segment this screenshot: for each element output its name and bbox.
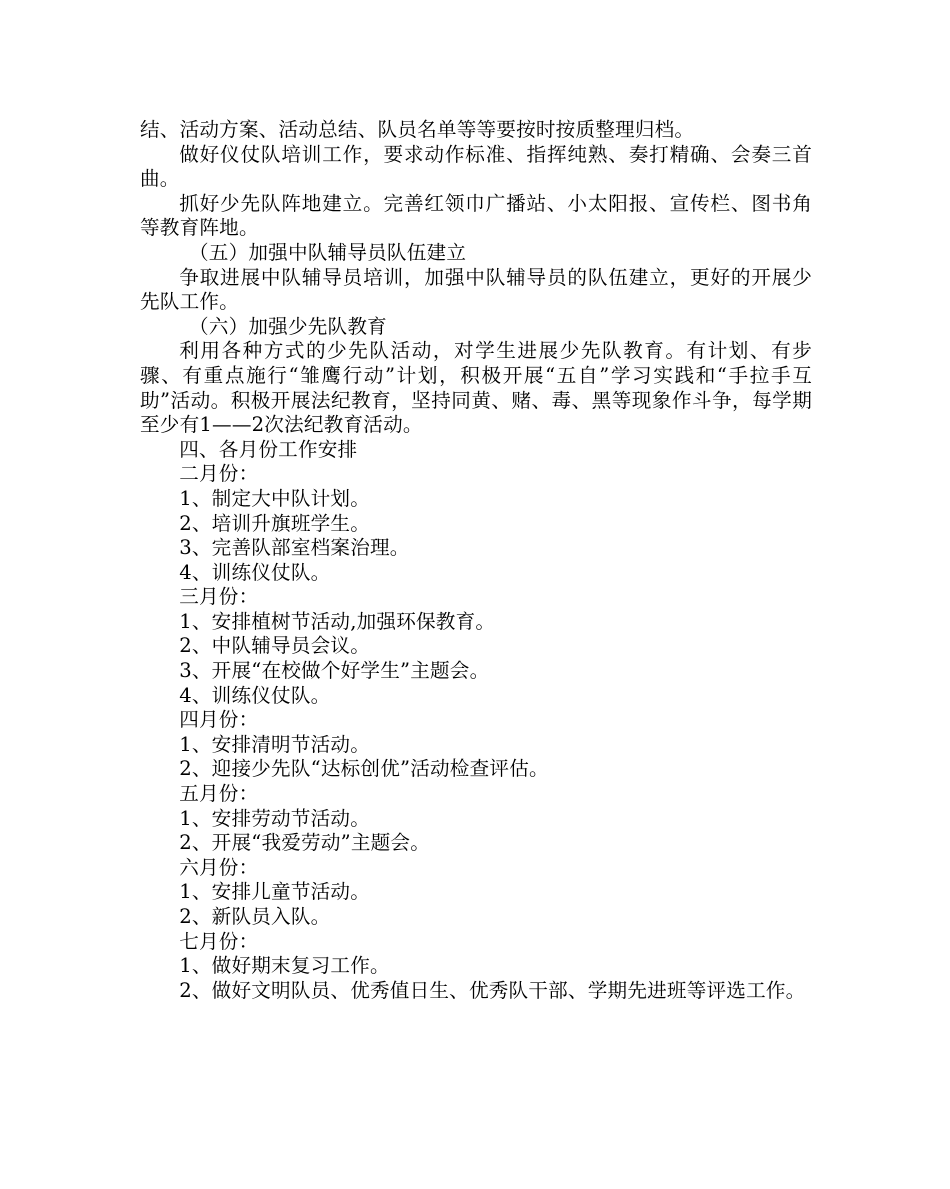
paragraph: 做好仪仗队培训工作，要求动作标准、指挥纯熟、奏打精确、会奏三首曲。	[140, 142, 812, 191]
paragraph: 结、活动方案、活动总结、队员名单等等要按时按质整理归档。	[140, 118, 695, 141]
paragraph: 1、做好期末复习工作。	[179, 954, 390, 978]
paragraph: 4、训练仪仗队。	[179, 560, 331, 584]
paragraph: 利用各种方式的少先队活动，对学生进展少先队教育。有计划、有步骤、有重点施行“雏鹰行动”计划，积极开展“五自”学习实践和“手拉手互助”活动。积极开展法纪教育，坚持同黄、赌、毒、黑等现象作斗争，每学期至少有1——2次法纪教育活动。	[140, 339, 812, 437]
paragraph: 1、安排清明节活动。	[179, 732, 370, 756]
paragraph: 2、做好文明队员、优秀值日生、优秀队干部、学期先进班等评选工作。	[179, 978, 806, 1002]
paragraph: 2、新队员入队。	[179, 905, 331, 928]
paragraph: 七月份：	[179, 929, 259, 953]
paragraph: 4、训练仪仗队。	[179, 683, 331, 707]
paragraph: 抓好少先队阵地建立。完善红领巾广播站、小太阳报、宣传栏、图书角等教育阵地。	[140, 191, 812, 240]
paragraph: 3、完善队部室档案治理。	[179, 536, 410, 560]
paragraph: 2、迎接少先队“达标创优”活动检查评估。	[179, 757, 549, 781]
paragraph: 1、制定大中队计划。	[179, 486, 370, 510]
document-body	[140, 118, 812, 1003]
paragraph: 五月份：	[179, 782, 259, 806]
section-heading: （五）加强中队辅导员队伍建立	[189, 240, 467, 264]
section-heading: （六）加强少先队教育	[189, 314, 387, 338]
paragraph: 四月份：	[179, 708, 259, 732]
paragraph: 2、培训升旗班学生。	[179, 511, 370, 535]
paragraph: 2、开展“我爱劳动”主题会。	[179, 831, 431, 855]
paragraph: 1、安排儿童节活动。	[179, 880, 370, 904]
paragraph: 六月份：	[179, 855, 259, 879]
paragraph: 1、安排劳动节活动。	[179, 806, 370, 830]
paragraph: 三月份：	[179, 585, 259, 609]
paragraph: 二月份：	[179, 462, 259, 486]
paragraph: 2、中队辅导员会议。	[179, 634, 370, 658]
paragraph: 四、各月份工作安排	[179, 437, 358, 461]
paragraph: 1、安排植树节活动,加强环保教育。	[179, 609, 496, 633]
paragraph: 3、开展“在校做个好学生”主题会。	[179, 659, 490, 683]
paragraph: 争取进展中队辅导员培训，加强中队辅导员的队伍建立，更好的开展少先队工作。	[140, 265, 812, 314]
